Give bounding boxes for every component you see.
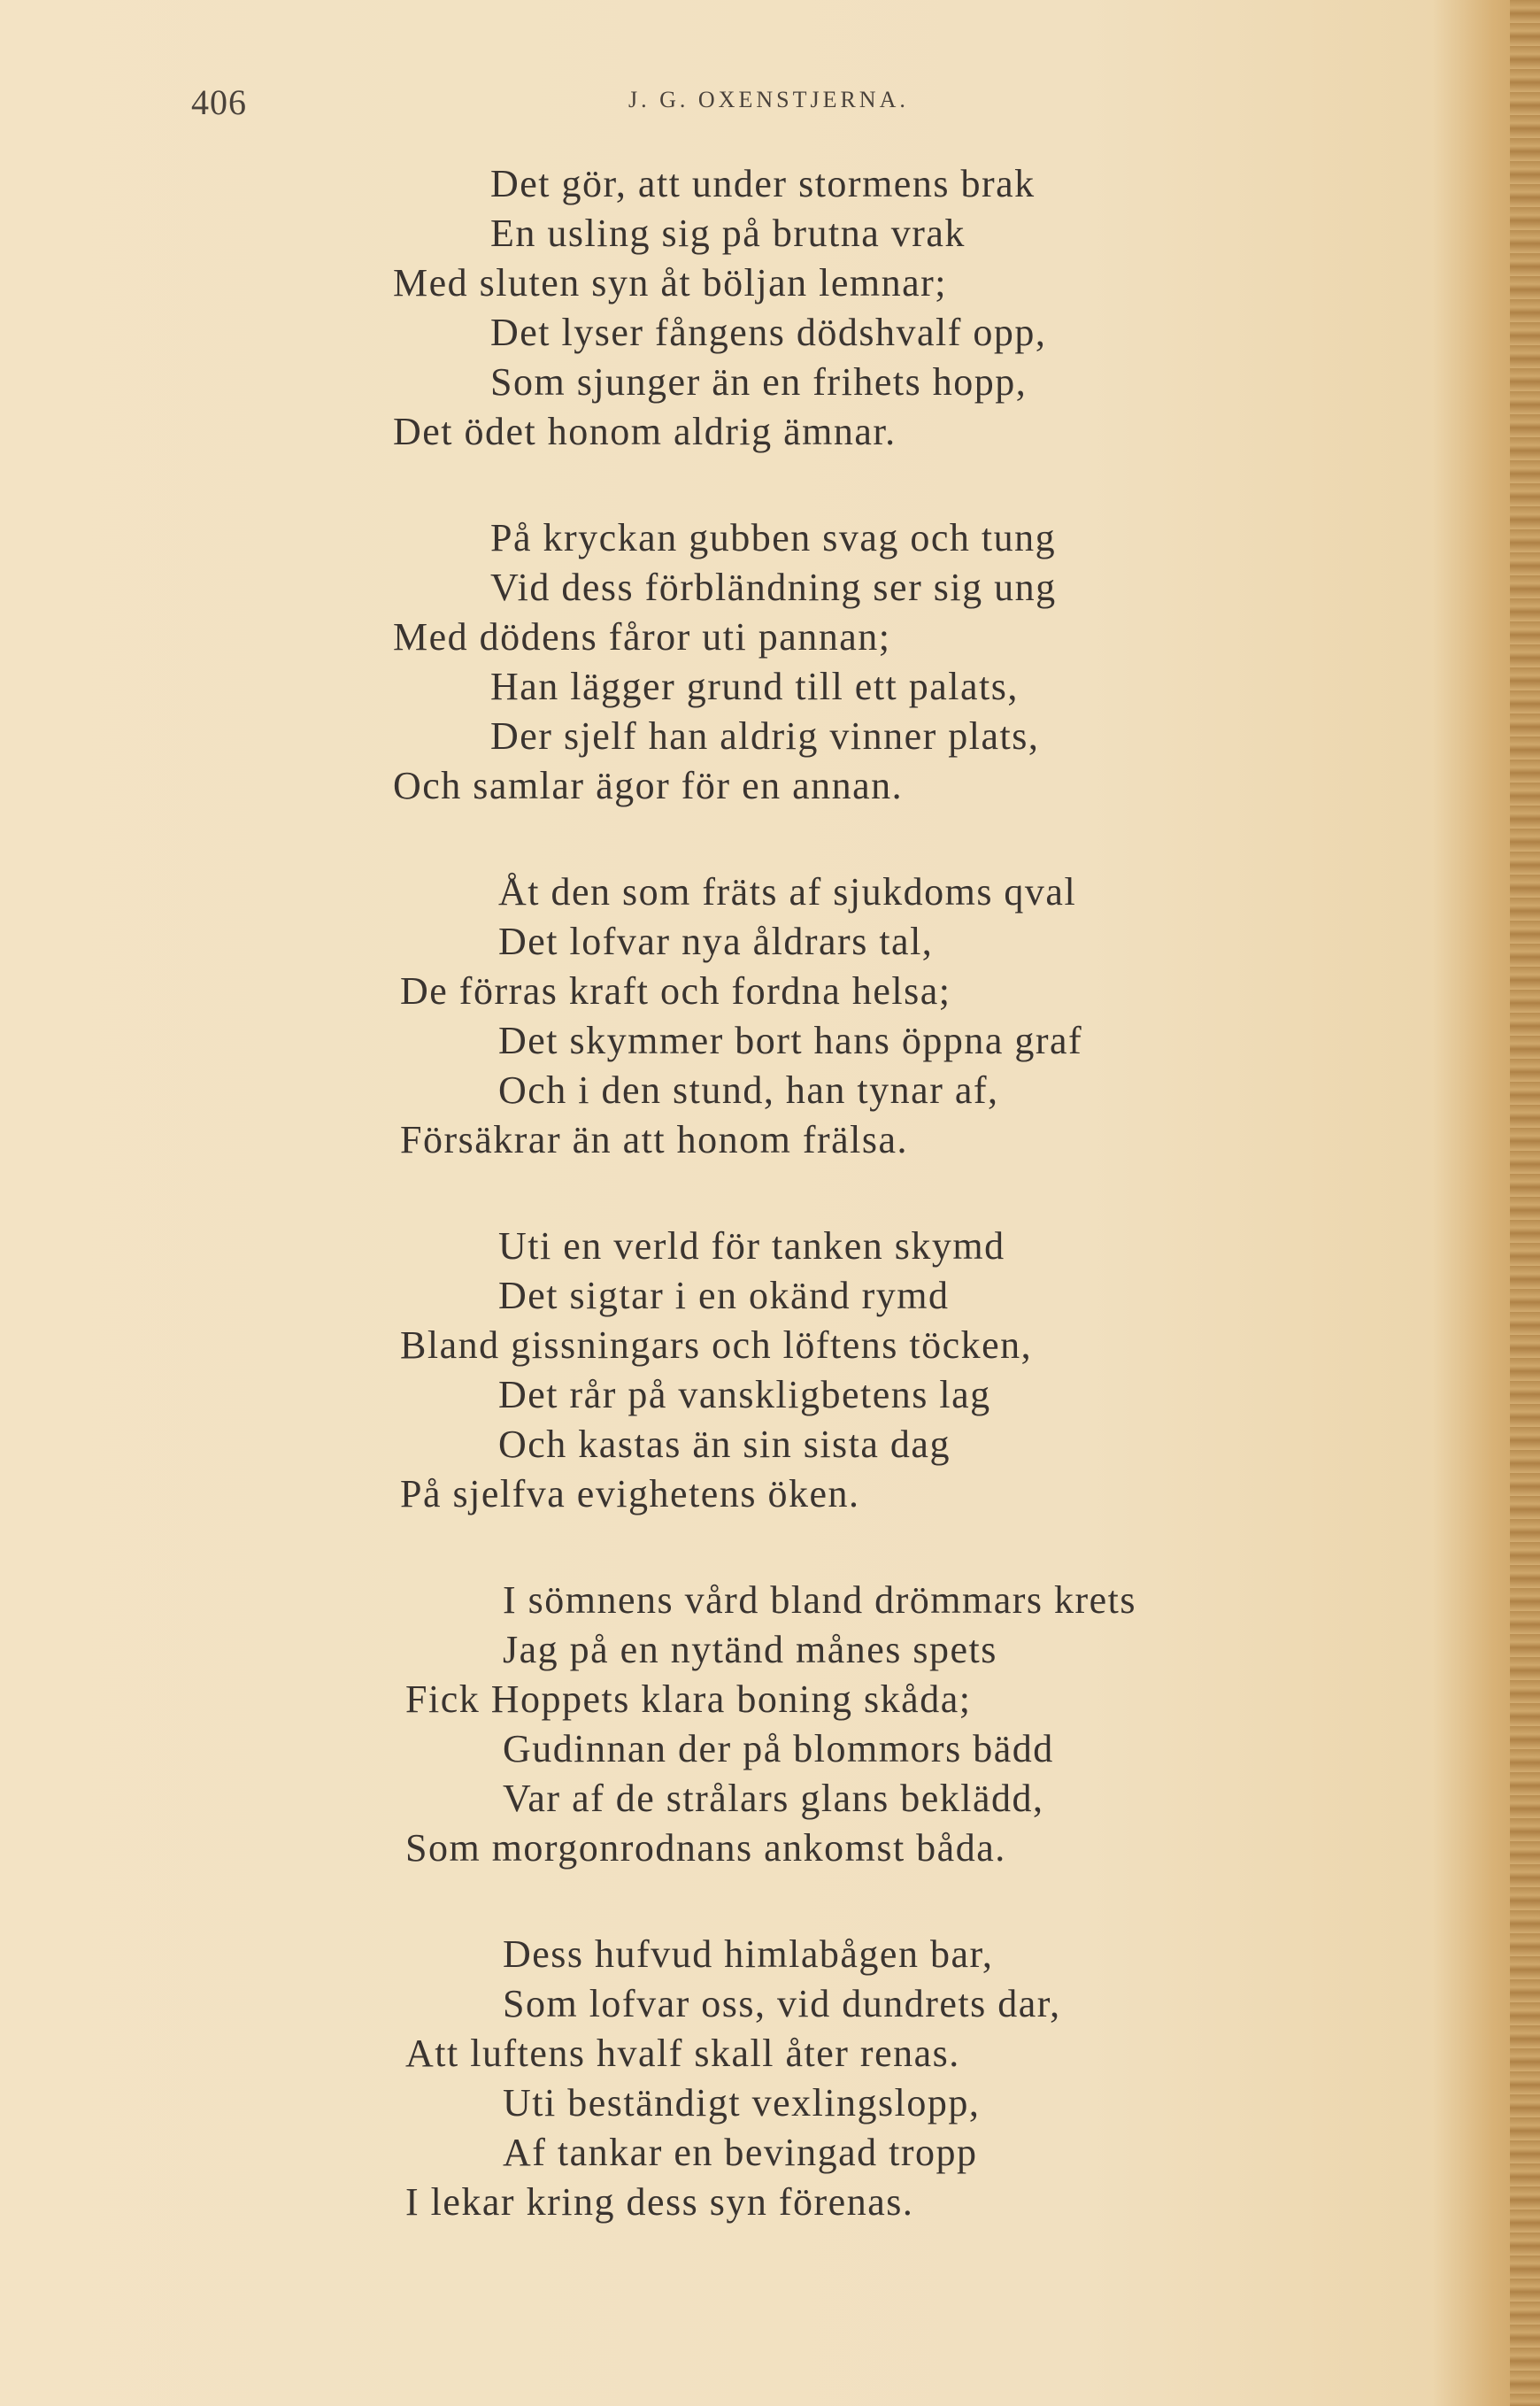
poem-line: Vid dess förbländning ser sig ung bbox=[490, 566, 1057, 609]
poem-line: I lekar kring dess syn förenas. bbox=[405, 2180, 914, 2224]
poem-line: Gudinnan der på blommors bädd bbox=[503, 1727, 1054, 1770]
poem-line: Dess hufvud himlabågen bar, bbox=[503, 1932, 994, 1976]
poem-line: Fick Hoppets klara boning skåda; bbox=[405, 1677, 972, 1721]
poem-line: Var af de strålars glans beklädd, bbox=[503, 1777, 1044, 1820]
poem-line: Det skymmer bort hans öppna graf bbox=[498, 1019, 1083, 1062]
poem-line: Att luftens hvalf skall åter renas. bbox=[405, 2032, 960, 2075]
stanza bbox=[0, 1930, 1540, 2227]
poem-line: Det lofvar nya åldrars tal, bbox=[498, 920, 934, 963]
poem-line: På sjelfva evighetens öken. bbox=[400, 1472, 860, 1515]
poem-line: Han lägger grund till ett palats, bbox=[490, 665, 1019, 708]
poem bbox=[0, 159, 1540, 2284]
poem-line: Och i den stund, han tynar af, bbox=[498, 1068, 999, 1112]
stanza bbox=[0, 1222, 1540, 1519]
poem-line: Åt den som fräts af sjukdoms qval bbox=[498, 870, 1077, 914]
stanza bbox=[0, 1576, 1540, 1873]
poem-line: En usling sig på brutna vrak bbox=[490, 212, 966, 255]
stanza bbox=[0, 513, 1540, 811]
running-head-author: J. G. OXENSTJERNA. bbox=[628, 87, 909, 112]
poem-line: Och samlar ägor för en annan. bbox=[393, 764, 904, 807]
poem-line: Det ödet honom aldrig ämnar. bbox=[393, 410, 897, 453]
poem-line: Som morgonrodnans ankomst båda. bbox=[405, 1826, 1006, 1870]
poem-line: På kryckan gubben svag och tung bbox=[490, 516, 1057, 559]
poem-line: Med sluten syn åt böljan lemnar; bbox=[393, 261, 947, 305]
poem-line: Det rår på vanskligbetens lag bbox=[498, 1373, 991, 1416]
poem-line: De förras kraft och fordna helsa; bbox=[400, 969, 951, 1013]
stanza bbox=[0, 159, 1540, 457]
poem-line: Det lyser fångens dödshvalf opp, bbox=[490, 311, 1047, 354]
poem-line: Uti en verld för tanken skymd bbox=[498, 1224, 1005, 1268]
poem-line: Med dödens fåror uti pannan; bbox=[393, 615, 891, 659]
poem-line: Som sjunger än en frihets hopp, bbox=[490, 360, 1028, 404]
poem-line: Det gör, att under stormens brak bbox=[490, 162, 1036, 205]
poem-line: Af tankar en bevingad tropp bbox=[503, 2131, 978, 2174]
stanza bbox=[0, 868, 1540, 1165]
poem-line: Uti beständigt vexlingslopp, bbox=[503, 2081, 981, 2125]
poem-line: Bland gissningars och löftens töcken, bbox=[400, 1323, 1033, 1367]
running-head bbox=[0, 81, 1540, 122]
poem-line: Der sjelf han aldrig vinner plats, bbox=[490, 714, 1040, 758]
poem-line: Det sigtar i en okänd rymd bbox=[498, 1274, 950, 1317]
poem-line: Som lofvar oss, vid dundrets dar, bbox=[503, 1982, 1061, 2025]
poem-line: Och kastas än sin sista dag bbox=[498, 1423, 951, 1466]
poem-line: I sömnens vård bland drömmars krets bbox=[503, 1578, 1137, 1622]
poem-line: Jag på en nytänd månes spets bbox=[503, 1628, 997, 1671]
poem-line: Försäkrar än att honom frälsa. bbox=[400, 1118, 909, 1161]
page-number: 406 bbox=[191, 82, 247, 122]
